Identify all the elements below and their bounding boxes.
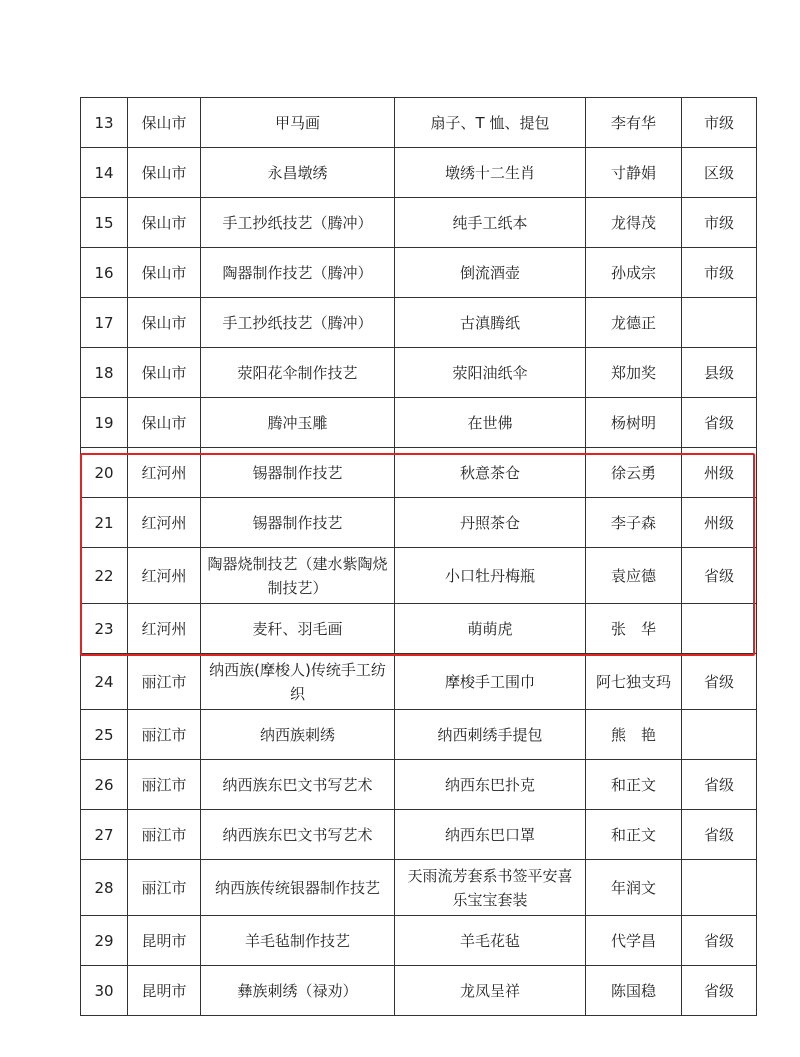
craft-skill-cell: 陶器烧制技艺（建水紫陶烧制技艺） xyxy=(201,548,395,604)
inheritor-cell: 熊 艳 xyxy=(586,710,682,760)
city-cell: 保山市 xyxy=(128,398,201,448)
row-number-cell: 23 xyxy=(81,604,128,654)
craft-skill-cell: 纳西族东巴文书写艺术 xyxy=(201,810,395,860)
product-cell: 龙凤呈祥 xyxy=(395,966,586,1016)
level-cell: 省级 xyxy=(682,760,757,810)
level-cell: 市级 xyxy=(682,248,757,298)
heritage-table xyxy=(80,97,757,1016)
level-cell: 省级 xyxy=(682,966,757,1016)
craft-skill-cell: 手工抄纸技艺（腾冲） xyxy=(201,198,395,248)
level-cell xyxy=(682,710,757,760)
product-cell: 纳西刺绣手提包 xyxy=(395,710,586,760)
product-cell: 纯手工纸本 xyxy=(395,198,586,248)
inheritor-cell: 龙得茂 xyxy=(586,198,682,248)
table-row xyxy=(81,98,757,148)
craft-skill-cell: 锡器制作技艺 xyxy=(201,498,395,548)
inheritor-cell: 龙德正 xyxy=(586,298,682,348)
table-row xyxy=(81,148,757,198)
row-number-cell: 24 xyxy=(81,654,128,710)
inheritor-cell: 袁应德 xyxy=(586,548,682,604)
city-cell: 红河州 xyxy=(128,448,201,498)
table-body xyxy=(81,98,757,1016)
city-cell: 昆明市 xyxy=(128,966,201,1016)
craft-skill-cell: 荥阳花伞制作技艺 xyxy=(201,348,395,398)
row-number-cell: 14 xyxy=(81,148,128,198)
row-number-cell: 30 xyxy=(81,966,128,1016)
level-cell: 省级 xyxy=(682,398,757,448)
table-row xyxy=(81,654,757,710)
product-cell: 萌萌虎 xyxy=(395,604,586,654)
table-row xyxy=(81,198,757,248)
table-row xyxy=(81,248,757,298)
city-cell: 丽江市 xyxy=(128,760,201,810)
inheritor-cell: 阿七独支玛 xyxy=(586,654,682,710)
product-cell: 小口牡丹梅瓶 xyxy=(395,548,586,604)
product-cell: 倒流酒壶 xyxy=(395,248,586,298)
table-row xyxy=(81,916,757,966)
city-cell: 保山市 xyxy=(128,98,201,148)
inheritor-cell: 孙成宗 xyxy=(586,248,682,298)
table-row xyxy=(81,398,757,448)
craft-skill-cell: 陶器制作技艺（腾冲） xyxy=(201,248,395,298)
craft-skill-cell: 麦秆、羽毛画 xyxy=(201,604,395,654)
city-cell: 丽江市 xyxy=(128,810,201,860)
row-number-cell: 20 xyxy=(81,448,128,498)
row-number-cell: 15 xyxy=(81,198,128,248)
level-cell: 市级 xyxy=(682,198,757,248)
inheritor-cell: 李有华 xyxy=(586,98,682,148)
row-number-cell: 26 xyxy=(81,760,128,810)
craft-skill-cell: 纳西族传统银器制作技艺 xyxy=(201,860,395,916)
level-cell: 州级 xyxy=(682,448,757,498)
product-cell: 丹照茶仓 xyxy=(395,498,586,548)
row-number-cell: 22 xyxy=(81,548,128,604)
level-cell xyxy=(682,860,757,916)
row-number-cell: 28 xyxy=(81,860,128,916)
city-cell: 保山市 xyxy=(128,348,201,398)
product-cell: 羊毛花毡 xyxy=(395,916,586,966)
level-cell xyxy=(682,604,757,654)
craft-skill-cell: 纳西族刺绣 xyxy=(201,710,395,760)
inheritor-cell: 和正文 xyxy=(586,810,682,860)
city-cell: 红河州 xyxy=(128,498,201,548)
city-cell: 保山市 xyxy=(128,198,201,248)
city-cell: 昆明市 xyxy=(128,916,201,966)
row-number-cell: 27 xyxy=(81,810,128,860)
craft-skill-cell: 纳西族(摩梭人)传统手工纺织 xyxy=(201,654,395,710)
city-cell: 保山市 xyxy=(128,298,201,348)
product-cell: 古滇腾纸 xyxy=(395,298,586,348)
craft-skill-cell: 永昌墩绣 xyxy=(201,148,395,198)
city-cell: 丽江市 xyxy=(128,860,201,916)
product-cell: 摩梭手工围巾 xyxy=(395,654,586,710)
inheritor-cell: 张 华 xyxy=(586,604,682,654)
city-cell: 丽江市 xyxy=(128,654,201,710)
level-cell: 省级 xyxy=(682,916,757,966)
product-cell: 在世佛 xyxy=(395,398,586,448)
level-cell: 省级 xyxy=(682,654,757,710)
row-number-cell: 16 xyxy=(81,248,128,298)
table-row xyxy=(81,810,757,860)
level-cell xyxy=(682,298,757,348)
craft-skill-cell: 甲马画 xyxy=(201,98,395,148)
row-number-cell: 29 xyxy=(81,916,128,966)
craft-skill-cell: 腾冲玉雕 xyxy=(201,398,395,448)
inheritor-cell: 郑加奖 xyxy=(586,348,682,398)
row-number-cell: 17 xyxy=(81,298,128,348)
level-cell: 市级 xyxy=(682,98,757,148)
city-cell: 红河州 xyxy=(128,604,201,654)
inheritor-cell: 陈国稳 xyxy=(586,966,682,1016)
row-number-cell: 21 xyxy=(81,498,128,548)
craft-skill-cell: 锡器制作技艺 xyxy=(201,448,395,498)
city-cell: 丽江市 xyxy=(128,710,201,760)
inheritor-cell: 年润文 xyxy=(586,860,682,916)
table-row xyxy=(81,348,757,398)
row-number-cell: 19 xyxy=(81,398,128,448)
product-cell: 纳西东巴扑克 xyxy=(395,760,586,810)
level-cell: 省级 xyxy=(682,810,757,860)
inheritor-cell: 李子森 xyxy=(586,498,682,548)
city-cell: 红河州 xyxy=(128,548,201,604)
inheritor-cell: 代学昌 xyxy=(586,916,682,966)
craft-skill-cell: 纳西族东巴文书写艺术 xyxy=(201,760,395,810)
row-number-cell: 18 xyxy=(81,348,128,398)
craft-skill-cell: 手工抄纸技艺（腾冲） xyxy=(201,298,395,348)
table-row xyxy=(81,448,757,498)
table-row xyxy=(81,760,757,810)
inheritor-cell: 杨树明 xyxy=(586,398,682,448)
table-row xyxy=(81,860,757,916)
row-number-cell: 13 xyxy=(81,98,128,148)
craft-skill-cell: 彝族刺绣（禄劝） xyxy=(201,966,395,1016)
table-row xyxy=(81,966,757,1016)
level-cell: 区级 xyxy=(682,148,757,198)
table-row xyxy=(81,298,757,348)
level-cell: 州级 xyxy=(682,498,757,548)
product-cell: 扇子、T 恤、提包 xyxy=(395,98,586,148)
craft-skill-cell: 羊毛毡制作技艺 xyxy=(201,916,395,966)
product-cell: 墩绣十二生肖 xyxy=(395,148,586,198)
inheritor-cell: 徐云勇 xyxy=(586,448,682,498)
product-cell: 天雨流芳套系书签平安喜乐宝宝套装 xyxy=(395,860,586,916)
product-cell: 纳西东巴口罩 xyxy=(395,810,586,860)
table-row xyxy=(81,604,757,654)
product-cell: 秋意茶仓 xyxy=(395,448,586,498)
city-cell: 保山市 xyxy=(128,148,201,198)
level-cell: 省级 xyxy=(682,548,757,604)
city-cell: 保山市 xyxy=(128,248,201,298)
table-row xyxy=(81,710,757,760)
level-cell: 县级 xyxy=(682,348,757,398)
table-row xyxy=(81,498,757,548)
row-number-cell: 25 xyxy=(81,710,128,760)
product-cell: 荥阳油纸伞 xyxy=(395,348,586,398)
table-row xyxy=(81,548,757,604)
inheritor-cell: 寸静娟 xyxy=(586,148,682,198)
inheritor-cell: 和正文 xyxy=(586,760,682,810)
